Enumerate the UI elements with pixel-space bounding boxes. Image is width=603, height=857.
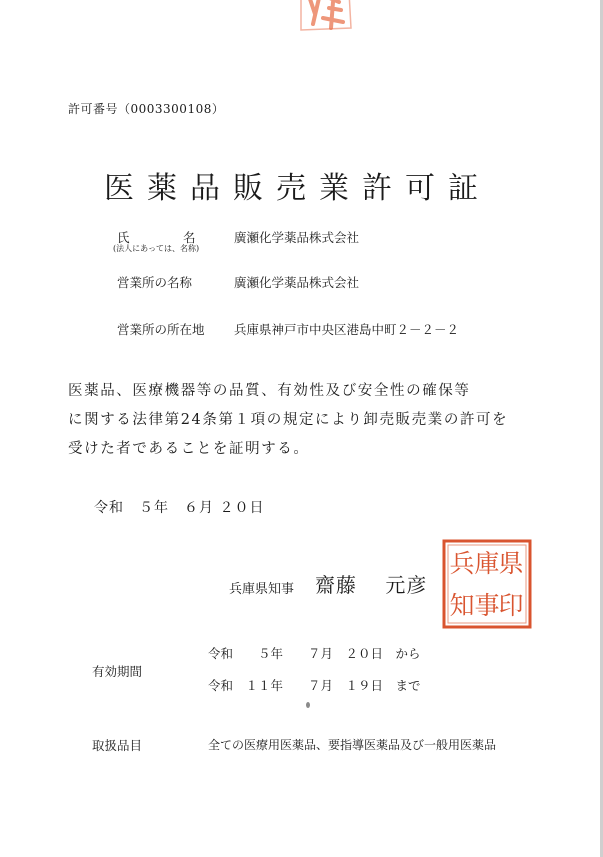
document-title: 医薬品販売業許可証 [104, 171, 491, 206]
certification-text [68, 377, 568, 464]
name-value: 廣瀬化学薬品株式会社 [234, 230, 360, 245]
validity-label: 有効期間 [92, 664, 143, 679]
items-value: 全ての医療用医薬品、要指導医薬品及び一般用医薬品 [208, 738, 497, 752]
validity-from: 令和 ５年 ７月 ２０日 から [208, 646, 421, 661]
issuer-title: 兵庫県知事 [229, 582, 295, 597]
svg-text:兵: 兵 [449, 549, 475, 578]
certification-line-3: 受けた者であることを証明する。 [68, 441, 310, 457]
office-address-label: 営業所の所在地 [117, 322, 205, 337]
items-label: 取扱品目 [92, 738, 143, 753]
validity-to: 令和 １１年 ７月 １９日 まで [208, 678, 421, 693]
name-label-second: 名 [183, 230, 196, 245]
svg-text:知: 知 [449, 591, 475, 620]
svg-text:庫: 庫 [474, 549, 500, 578]
certification-line-2: に関する法律第24条第１項の規定により卸売販売業の許可を [68, 412, 509, 428]
name-note: (法人にあっては、名称) [113, 244, 200, 253]
certification-line-1: 医薬品、医療機器等の品質、有効性及び安全性の確保等 [68, 383, 471, 399]
issuer-name: 齋藤 元彦 [315, 573, 428, 597]
partial-seal-top [295, 0, 355, 34]
issue-date: 令和 ５年 ６月 ２０日 [94, 500, 265, 516]
ink-mark [306, 702, 310, 708]
office-name-label: 営業所の名称 [117, 275, 193, 290]
governor-seal [441, 538, 533, 630]
svg-text:印: 印 [498, 591, 524, 620]
svg-text:県: 県 [498, 549, 524, 578]
svg-text:事: 事 [474, 591, 500, 620]
name-label-first: 氏 [117, 230, 130, 245]
office-name-value: 廣瀬化学薬品株式会社 [234, 275, 360, 290]
permit-number: 許可番号（0003300108） [68, 102, 225, 116]
office-address-value: 兵庫県神戸市中央区港島中町２－２－２ [234, 322, 460, 337]
